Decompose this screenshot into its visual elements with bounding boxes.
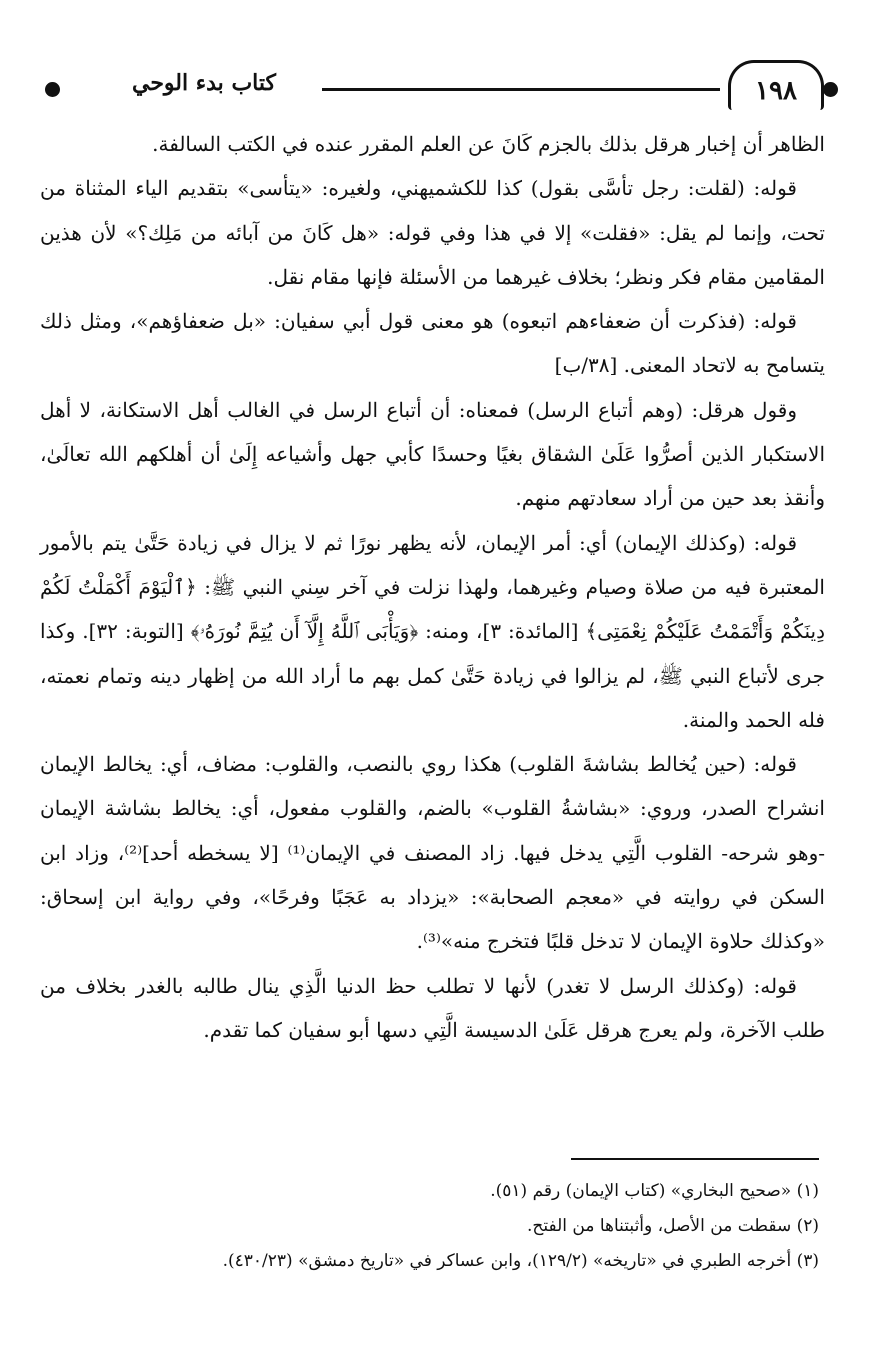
running-header-title: كتاب بدء الوحي [132,70,276,96]
footnote-separator [571,1158,819,1160]
main-text [40,122,825,1052]
footnotes [79,1174,819,1279]
header-rule [322,88,720,91]
footnote: (٣) أخرجه الطبري في «تاريخه» (١٢٩/٢)، وابن عساكر في «تاريخ دمشق» (٤٣٠/٢٣). [222,1251,819,1271]
footnote: (٢) سقطت من الأصل، وأثبتناها من الفتح. [526,1216,819,1236]
paragraph: قوله: (وكذلك الرسل لا تغدر) لأنها لا تطلب حظ الدنيا الَّذِي ينال طالبه بالغدر بخلاف من طلب الآخرة، ولم يعرج هرقل عَلَىٰ الدسيسة الَّتِي دسها أبو سفيان كما تقدم. [40,973,825,1042]
paragraph: وقول هرقل: (وهم أتباع الرسل) فمعناه: أن أتباع الرسل في الغالب أهل الاستكانة، لا أهل الاستكبار الذين أصرُّوا عَلَىٰ الشقاق بغيًا وحسدًا كأبي جهل وأشياعه إِلَىٰ أن أهلكهم الله تعالَىٰ، وأنقذ بعد حين من أراد سعادتهم منهم. [40,397,825,511]
ornament-dot-right [823,82,838,97]
paragraph: قوله: (لقلت: رجل تأسَّى بقول) كذا للكشميهني، ولغيره: «يتأسى» بتقديم الياء المثناة من تحت، وإنما لم يقل: «فقلت» إلا في هذا وفي قوله: «هل كَانَ من آبائه من مَلِك؟» لأن هذين المقامين مقام فكر ونظر؛ بخلاف غيرهما من الأسئلة فإنها مقام نقل. [40,176,825,289]
paragraph: قوله: (فذكرت أن ضعفاءهم اتبعوه) هو معنى قول أبي سفيان: «بل ضعفاؤهم»، ومثل ذلك يتسامح به لاتحاد المعنى. [٣٨/ب] [40,309,825,378]
footnote: (١) «صحيح البخاري» (كتاب الإيمان) رقم (٥١). [490,1181,819,1201]
paragraph: الظاهر أن إخبار هرقل بذلك بالجزم كَانَ عن العلم المقرر عنده في الكتب السالفة. [152,132,825,156]
paragraph: قوله: (حين يُخالط بشاشةَ القلوب) هكذا روي بالنصب، والقلوب: مضاف، أي: يخالط الإيمان انشراح الصدر، وروي: «بشاشةُ القلوب» بالضم، والقلوب مفعول، أي: يخالط بشاشة الإيمان -وهو شرحه- القلوب الَّتِي يدخل فيها. زاد المصنف في الإيمان⁽¹⁾ [لا يسخطه أحد]⁽²⁾، وزاد ابن السكن في روايته في «معجم الصحابة»: «يزداد به عَجَبًا وفرحًا»، وفي رواية ابن إسحاق: «وكذلك حلاوة الإيمان لا تدخل قلبًا فتخرج منه»⁽³⁾. [40,752,825,954]
paragraph: قوله: (وكذلك الإيمان) أي: أمر الإيمان، لأنه يظهر نورًا ثم لا يزال في زيادة حَتَّىٰ يتم بالأمور المعتبرة فيه من صلاة وصيام وغيرهما، ولهذا نزلت في آخر سِني النبي ﷺ: ﴿ٱلْيَوْمَ أَكْمَلْتُ لَكُمْ دِينَكُمْ وَأَتْمَمْتُ عَلَيْكُمْ نِعْمَتِى﴾ [المائدة: ٣]، ومنه: ﴿وَيَأْبَى ٱللَّهُ إِلَّآ أَن يُتِمَّ نُورَهُۥ﴾ [التوبة: ٣٢]. وكذا جرى لأتباع النبي ﷺ، لم يزالوا في زيادة حَتَّىٰ كمل بهم ما أراد الله من إظهار دينه وتمام نعمته، فله الحمد والمنة. [40,530,826,732]
page-number: ١٩٨ [728,60,824,110]
ornament-dot-left [45,82,60,97]
running-header [40,58,830,122]
